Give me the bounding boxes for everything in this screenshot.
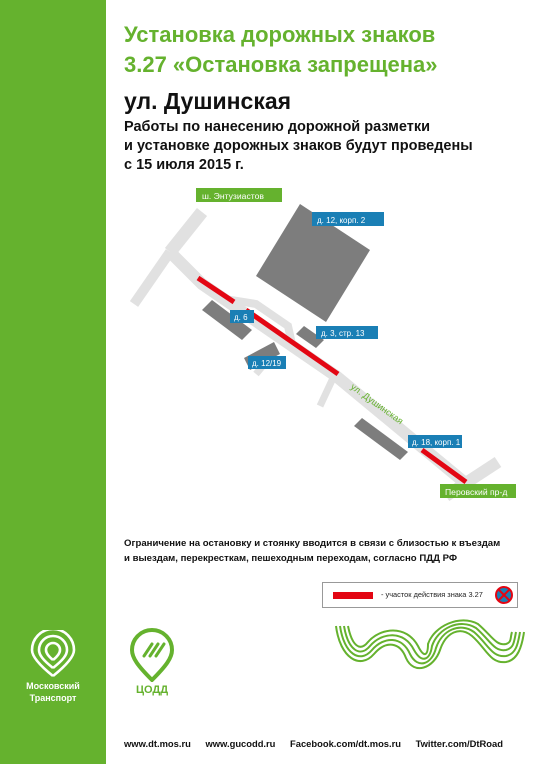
green-wave-pattern <box>330 618 530 676</box>
label-b18k1 <box>408 435 462 448</box>
codd-logo-icon <box>126 626 178 682</box>
label-b1219-text: д. 12/19 <box>252 359 282 368</box>
label-b18k1-text: д. 18, корп. 1 <box>412 438 461 447</box>
legend-text: - участок действия знака 3.27 <box>381 590 483 599</box>
works-description: Работы по нанесению дорожной разметки и установке дорожных знаков будут проведены с 15 июля 2015 г. <box>124 119 473 173</box>
street-map <box>106 180 540 520</box>
restriction-segment-3 <box>422 450 466 482</box>
road-left-branch <box>134 252 170 304</box>
footer-link-twitter[interactable]: Twitter.com/DtRoad <box>415 738 503 749</box>
label-street-text: ул. Душинская <box>348 381 406 427</box>
title-line-1: Установка дорожных знаков <box>124 22 436 47</box>
label-perovsky-text: Перовский пр-д <box>445 487 508 497</box>
moscow-transport-logo-icon <box>16 630 90 678</box>
label-b12k2-text: д. 12, корп. 2 <box>317 216 366 225</box>
label-b3s13-text: д. 3, стр. 13 <box>321 329 365 338</box>
label-entuziastov-text: ш. Энтузиастов <box>202 191 264 201</box>
label-b3s13 <box>316 326 378 339</box>
no-stopping-sign-icon <box>495 586 513 604</box>
label-perovsky <box>440 484 516 498</box>
title-line-2: 3.27 «Остановка запрещена» <box>124 52 438 77</box>
footer-link-dt[interactable]: www.dt.mos.ru <box>124 738 191 749</box>
label-b6-text: д. 6 <box>234 313 248 322</box>
codd-logo-text: ЦОДД <box>135 684 169 696</box>
map-labels <box>196 188 516 498</box>
moscow-transport-logo-text: Московский Транспорт <box>26 681 80 703</box>
footer-link-gucodd[interactable]: www.gucodd.ru <box>205 738 276 749</box>
label-b12k2 <box>312 212 384 226</box>
footer-link-facebook[interactable]: Facebook.com/dt.mos.ru <box>290 738 401 749</box>
street-name: ул. Душинская <box>124 88 292 114</box>
restriction-note: Ограничение на остановку и стоянку вводится в связи с близостью к въездам и выездам, перекресткам, пешеходным переходам, согласно ПДД РФ <box>124 538 501 564</box>
road-entuziastov <box>170 212 202 252</box>
legend-red-line <box>333 592 373 599</box>
road-branch-2 <box>320 376 334 406</box>
page-title <box>124 20 534 80</box>
label-b1219 <box>248 356 286 369</box>
footer-links <box>124 738 515 749</box>
legend <box>322 582 518 608</box>
label-entuziastov <box>196 188 282 202</box>
label-b6 <box>230 310 254 323</box>
